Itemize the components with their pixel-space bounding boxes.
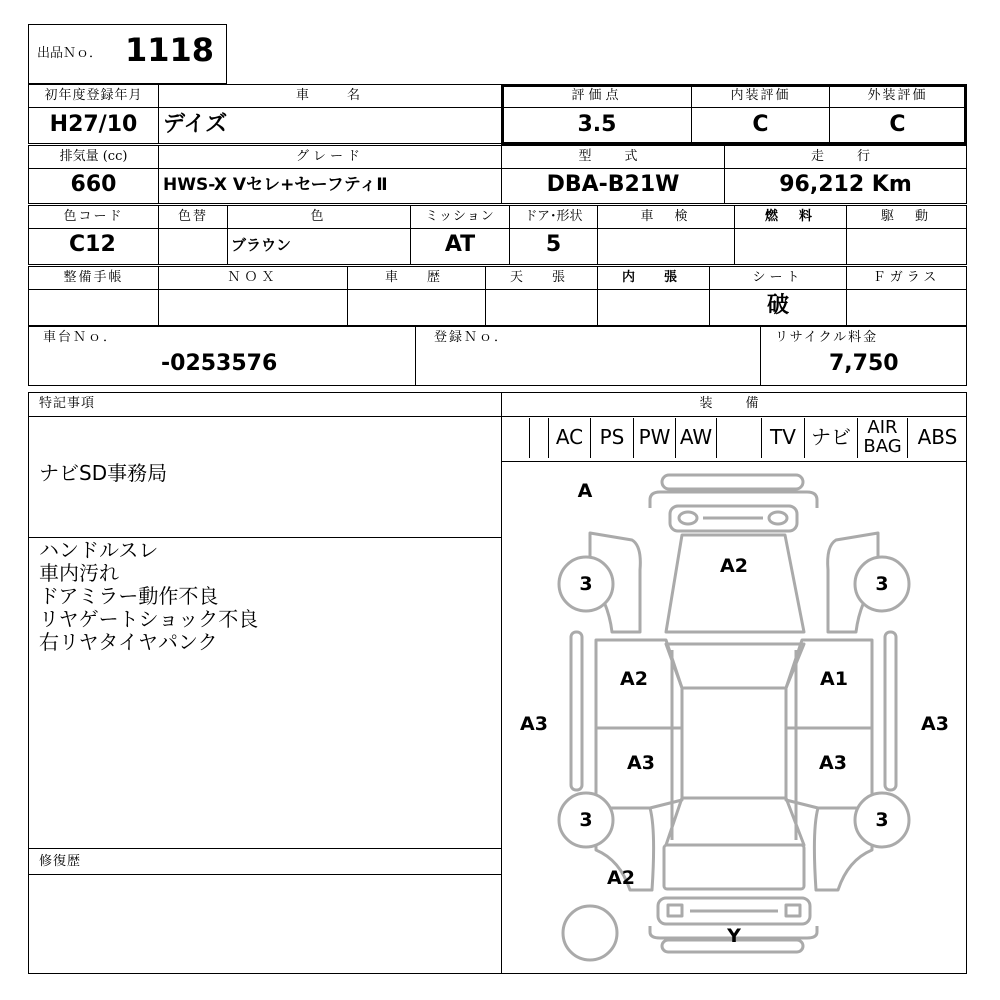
notes-top-box — [28, 416, 502, 538]
lot-box — [28, 24, 227, 84]
interior-label: 内装評価 — [691, 86, 830, 108]
recycle-value: 7,750 — [829, 351, 899, 376]
interior2-label: 内 張 — [597, 266, 710, 290]
fuel-label: 燃 料 — [734, 205, 847, 229]
equipment-frame — [501, 416, 967, 462]
mark-door-rl: A3 — [627, 752, 655, 774]
seat-label: シート — [709, 266, 847, 290]
chassis-label: 車台Ｎｏ． — [43, 330, 119, 345]
repaint-value — [158, 228, 228, 265]
equipment-item: AC — [548, 418, 590, 458]
notes-line: リヤゲートショック不良 — [39, 607, 259, 631]
car-diagram — [501, 461, 967, 974]
equipment-item: PW — [633, 418, 675, 458]
drive-label: 駆 動 — [846, 205, 967, 229]
mark-rear: A2 — [607, 867, 635, 889]
mark-hood: A2 — [720, 555, 748, 577]
score-label: 評価点 — [503, 86, 692, 108]
interior-value: C — [691, 107, 830, 143]
mark-tire-fr: 3 — [875, 573, 889, 595]
mission-label: ミッション — [410, 205, 510, 229]
lot-number: 1118 — [125, 31, 215, 69]
equipment-label: 装 備 — [501, 392, 967, 417]
lot-label: 出品Ｎｏ． — [37, 46, 103, 61]
maint-value — [28, 289, 159, 326]
disp-value: 660 — [28, 168, 159, 204]
roof-label: 天 張 — [485, 266, 598, 290]
mark-tire-rr: 3 — [875, 809, 889, 831]
reg-value: H27/10 — [28, 107, 159, 144]
mark-side-left: A3 — [520, 713, 548, 735]
disp-label: 排気量 (cc) — [28, 145, 159, 169]
repaint-label: 色替 — [158, 205, 228, 229]
notes-lines — [39, 539, 258, 654]
mark-tire-fl: 3 — [579, 573, 593, 595]
interior2-value — [597, 289, 710, 326]
grade-value: HWS-X Vセレ+セーフティⅡ — [158, 168, 502, 204]
name-value: デイズ — [158, 107, 502, 144]
equipment-item: PS — [590, 418, 633, 458]
regno-box — [415, 326, 761, 386]
door-label: ドア･形状 — [509, 205, 598, 229]
mark-tire-rl: 3 — [579, 809, 593, 831]
notes-line: 車内汚れ — [39, 561, 119, 585]
car-diagram-box — [501, 461, 967, 974]
model-value: DBA-B21W — [501, 168, 725, 204]
mark-door-fr: A1 — [820, 668, 848, 690]
mark-front: Y — [727, 925, 741, 947]
glass-value — [846, 289, 967, 326]
mark-door-fl: A2 — [620, 668, 648, 690]
mission-value: AT — [410, 228, 510, 265]
repair-value-box — [28, 874, 502, 974]
regno-label: 登録Ｎｏ． — [434, 330, 510, 345]
door-value: 5 — [509, 228, 598, 265]
inspection-value — [597, 228, 735, 265]
nox-label: ＮＯＸ — [158, 266, 348, 290]
history-label: 車 歴 — [347, 266, 486, 290]
equipment-item: AW — [675, 418, 716, 458]
mark-door-rr: A3 — [819, 752, 847, 774]
maint-label: 整備手帳 — [28, 266, 159, 290]
exterior-value: C — [829, 107, 965, 143]
glass-label: Ｆガラス — [846, 266, 967, 290]
notes-line: 右リヤタイヤパンク — [39, 630, 218, 654]
chassis-box — [28, 326, 416, 386]
notes-line: ハンドルスレ — [39, 538, 159, 562]
nox-value — [158, 289, 348, 326]
color-code-label: 色コード — [28, 205, 159, 229]
roof-value — [485, 289, 598, 326]
seat-value: 破 — [709, 289, 847, 326]
history-value — [347, 289, 486, 326]
notes-top-text: ナビSD事務局 — [39, 461, 168, 485]
equipment-item: ABS — [907, 418, 967, 458]
color-code-value: C12 — [28, 228, 159, 265]
model-label: 型 式 — [501, 145, 725, 169]
notes-line: ドアミラー動作不良 — [39, 584, 219, 608]
equipment-item: TV — [761, 418, 804, 458]
mark-front-left: A — [577, 480, 593, 502]
mileage-label: 走 行 — [724, 145, 967, 169]
recycle-label: リサイクル料金 — [775, 330, 879, 345]
equipment-item: ナビ — [804, 418, 857, 458]
name-label: 車 名 — [158, 84, 502, 108]
inspection-label: 車 検 — [597, 205, 735, 229]
score-value: 3.5 — [503, 107, 692, 143]
grade-label: グレード — [158, 145, 502, 169]
color-value: ブラウン — [227, 228, 411, 265]
mark-side-right: A3 — [921, 713, 949, 735]
drive-value — [846, 228, 967, 265]
recycle-box — [760, 326, 967, 386]
notes-main-box — [28, 537, 502, 849]
equipment-item-line: BAG — [863, 436, 902, 457]
reg-label: 初年度登録年月 — [28, 84, 159, 108]
repair-label: 修復歴 — [28, 848, 502, 875]
color-label: 色 — [227, 205, 411, 229]
fuel-value — [734, 228, 847, 265]
mileage-value: 96,212 Km — [724, 168, 967, 204]
chassis-value: -0253576 — [161, 351, 278, 376]
notes-label: 特記事項 — [28, 392, 502, 417]
exterior-label: 外装評価 — [829, 86, 965, 108]
equipment-item-line: AIR — [867, 417, 898, 438]
